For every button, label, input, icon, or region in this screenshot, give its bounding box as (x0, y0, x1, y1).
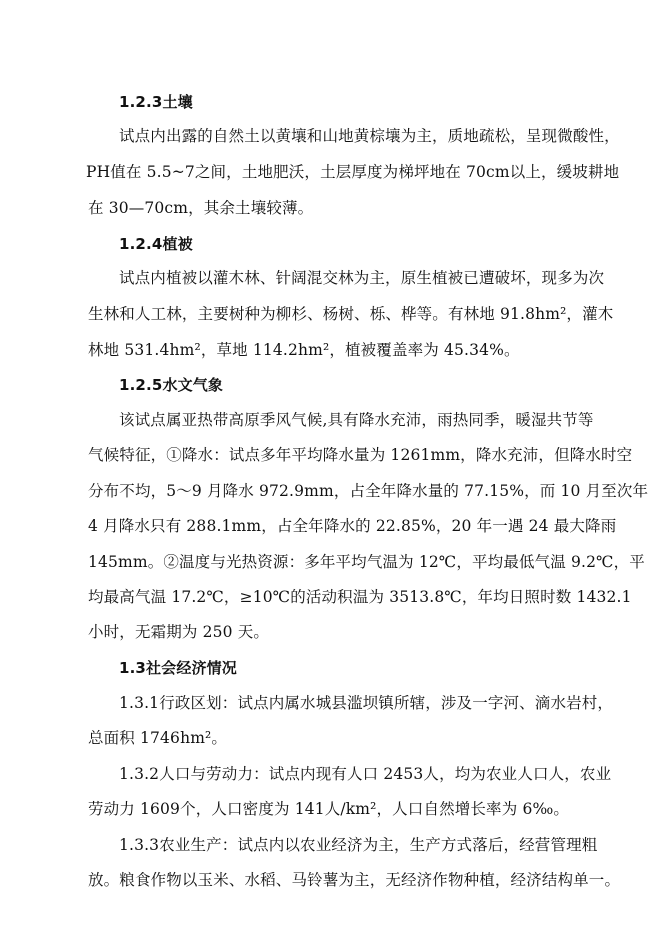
population-text-line: 1.3.2人口与劳动力：试点内现有人口 2453人，均为农业人口人，农业 (119, 765, 612, 783)
agriculture-text-line: 放。粮食作物以玉米、水稻、马铃薯为主，无经济作物种植，经济结构单一。 (88, 871, 621, 889)
admin-text-line: 总面积 1746hm²。 (88, 729, 228, 747)
section-heading-vegetation: 1.2.4植被 (119, 235, 193, 253)
climate-text-line: 该试点属亚热带高原季风气候,具有降水充沛，雨热同季，暖湿共节等 (119, 411, 594, 429)
admin-text-line: 1.3.1行政区划：试点内属水城县滥坝镇所辖，涉及一字河、滴水岩村， (119, 694, 614, 712)
climate-text-line: 4 月降水只有 288.1mm，占全年降水的 22.85%，20 年一遇 24 最大降雨 (88, 517, 617, 535)
climate-text-line: 均最高气温 17.2℃，≥10℃的活动积温为 3513.8℃，年均日照时数 1432.1 (88, 588, 632, 606)
section-heading-soil: 1.2.3土壤 (119, 93, 193, 111)
vegetation-text-line: 试点内植被以灌木林、针阔混交林为主，原生植被已遭破坏，现多为次 (119, 269, 605, 287)
section-heading-socioeconomic: 1.3社会经济情况 (119, 659, 237, 677)
climate-text-line: 145mm。②温度与光热资源：多年平均气温为 12℃，平均最低气温 9.2℃，平 (88, 553, 645, 571)
agriculture-text-line: 1.3.3农业生产：试点内以农业经济为主，生产方式落后，经营管理粗 (119, 836, 598, 854)
vegetation-text-line: 生林和人工林，主要树种为柳杉、杨树、栎、桦等。有林地 91.8hm²，灌木 (88, 305, 614, 323)
climate-text-line: 气候特征，①降水：试点多年平均降水量为 1261mm，降水充沛，但降水时空 (88, 446, 633, 464)
soil-text-line: 在 30—70cm，其余土壤较薄。 (88, 199, 314, 217)
vegetation-text-line: 林地 531.4hm²，草地 114.2hm²，植被覆盖率为 45.34%。 (88, 341, 520, 359)
soil-text-line: PH值在 5.5~7之间，土地肥沃，土层厚度为梯坪地在 70cm以上，缓坡耕地 (86, 163, 620, 181)
section-heading-hydrology-climate: 1.2.5水文气象 (119, 376, 224, 394)
population-text-line: 劳动力 1609个，人口密度为 141人/km²，人口自然增长率为 6‰。 (88, 800, 570, 818)
soil-text-line: 试点内出露的自然土以黄壤和山地黄棕壤为主，质地疏松，呈现微酸性， (119, 127, 620, 145)
climate-text-line: 分布不均，5～9 月降水 972.9mm，占全年降水量的 77.15%，而 10 月至次年 (88, 482, 649, 500)
climate-text-line: 小时，无霜期为 250 天。 (88, 623, 270, 641)
